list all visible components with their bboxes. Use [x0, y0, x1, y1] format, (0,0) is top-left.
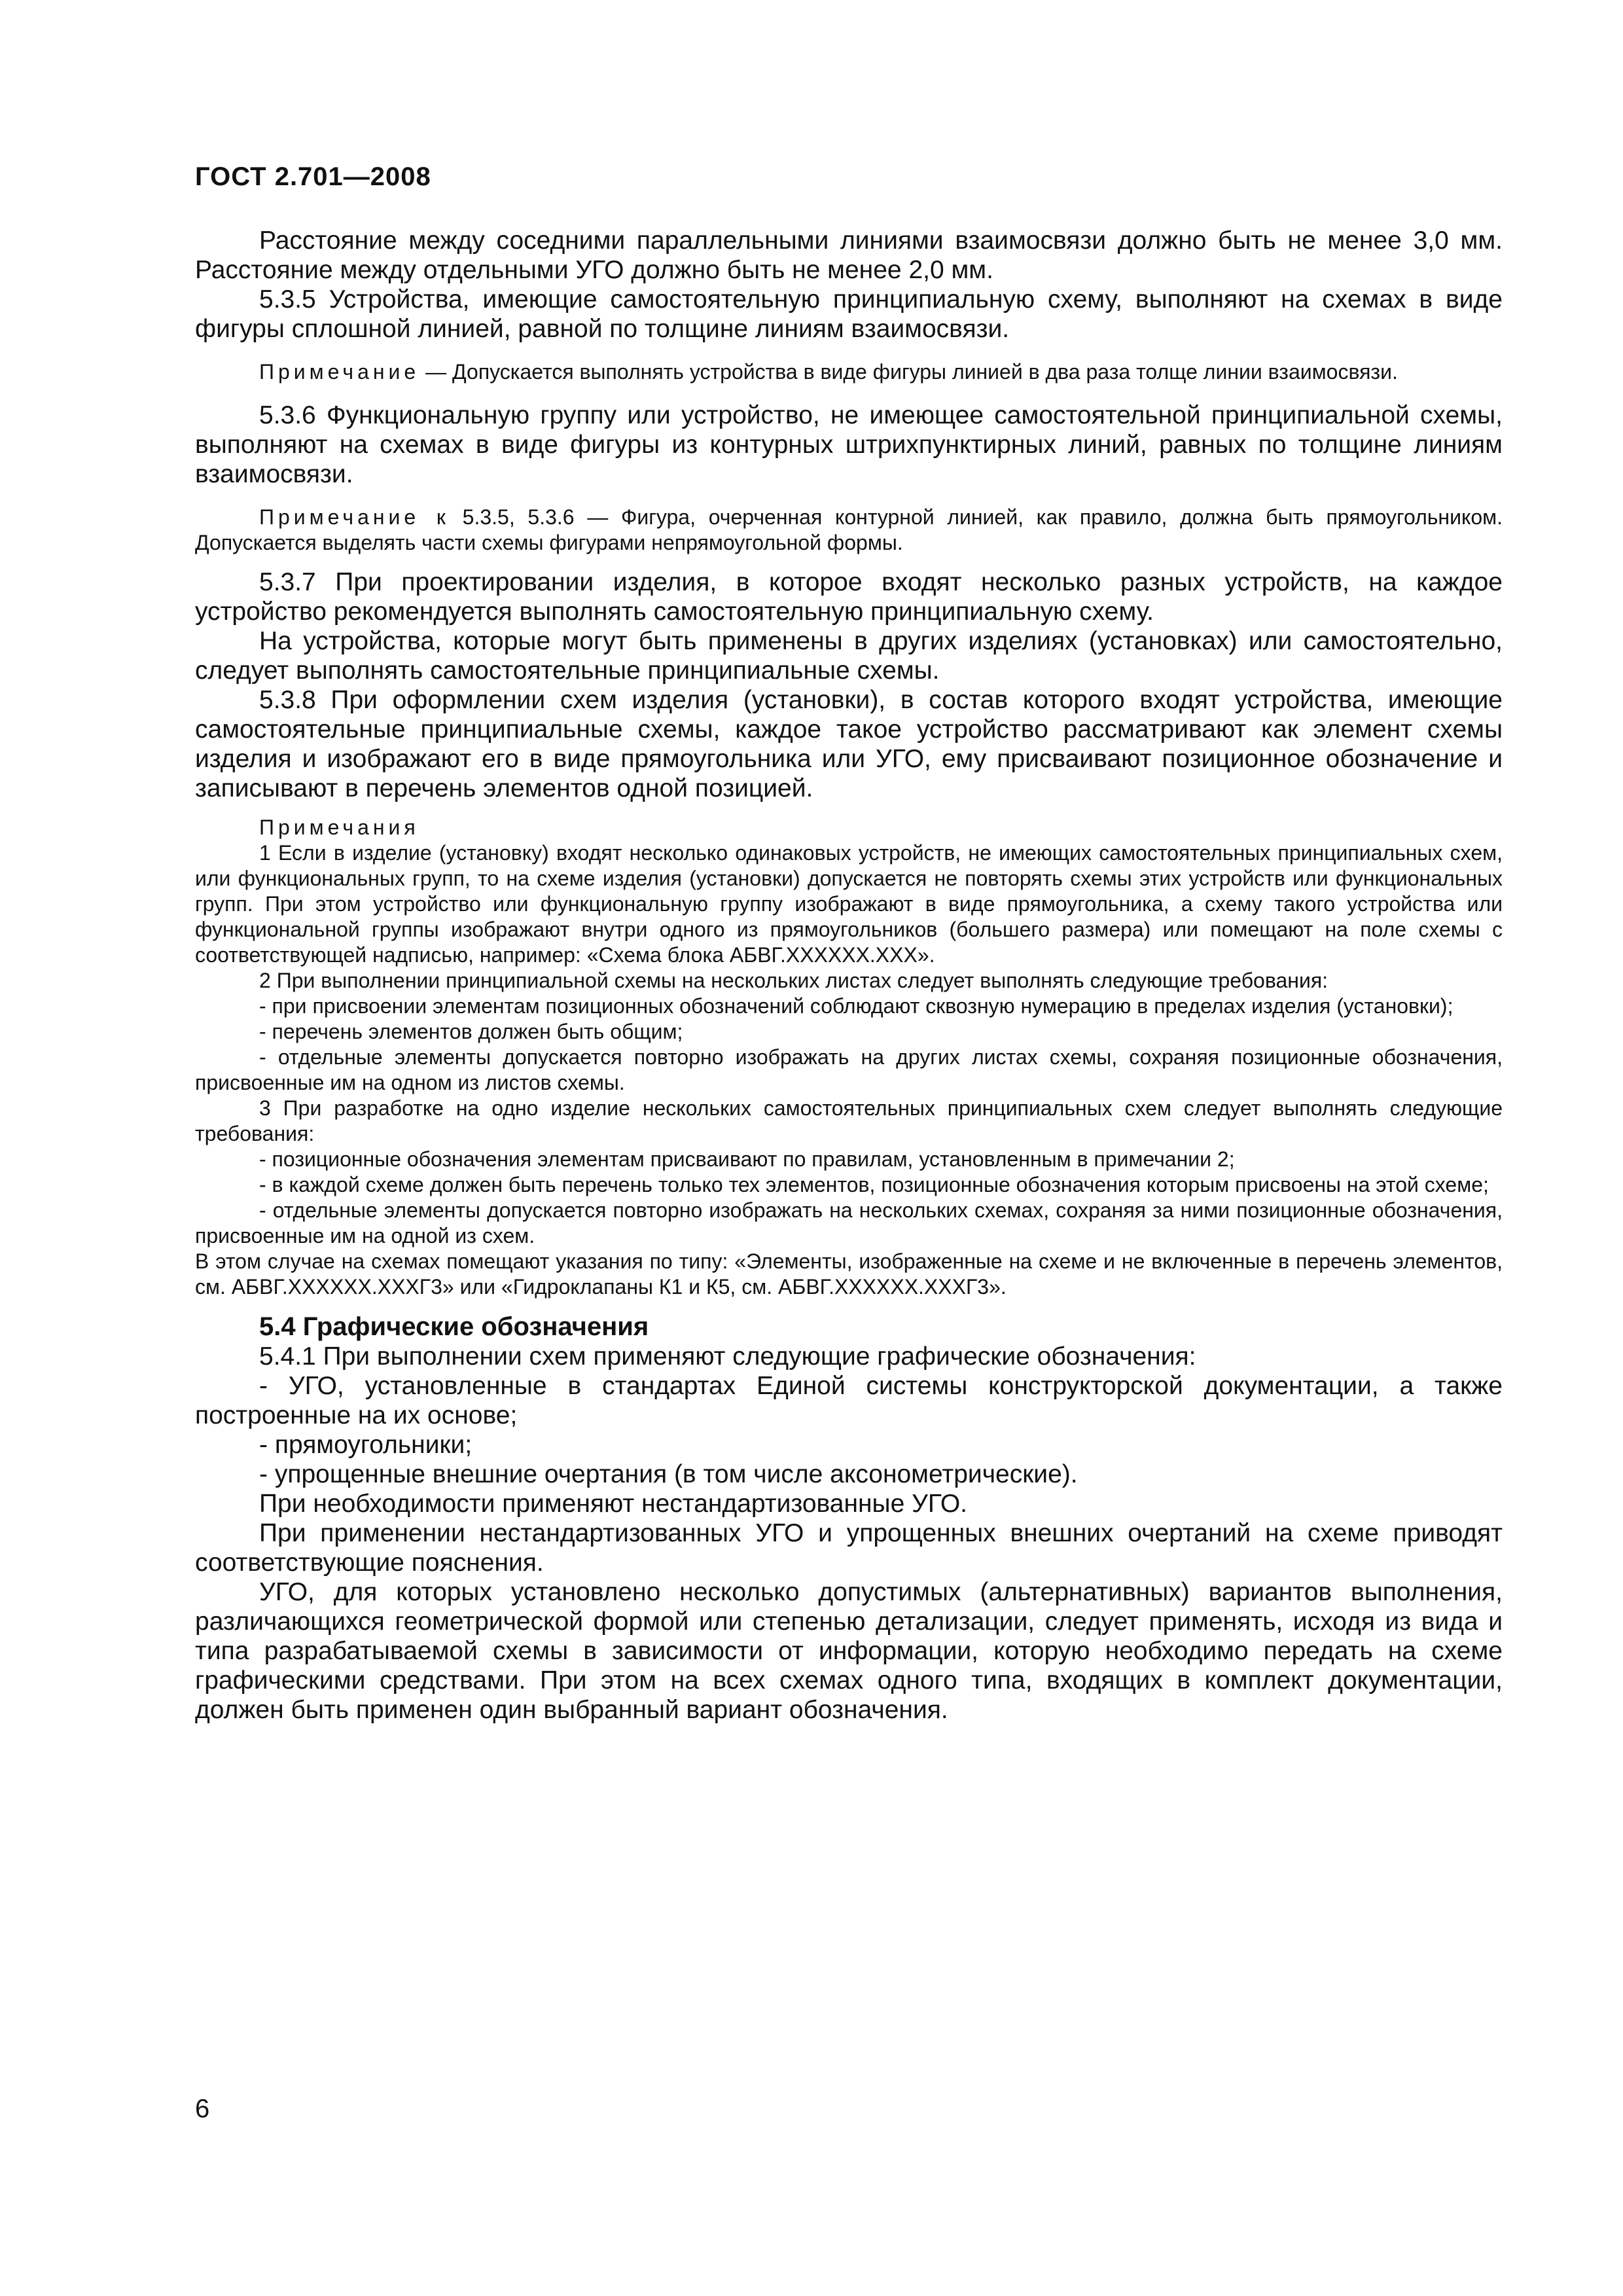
note-item-3b: - в каждой схеме должен быть перечень только тех элементов, позиционные обозначения которым присвоены на этой схеме;: [259, 1173, 1489, 1196]
document-body: [195, 226, 1503, 1725]
note-label: Примечание: [259, 360, 420, 384]
page-number: 6: [195, 2094, 210, 2123]
note-item-1: 1 Если в изделие (установку) входят несколько одинаковых устройств, не имеющих самостоятельных принципиальных схем, или функциональных групп, то на схеме изделия (установки) допускается не повторять схемы этих устройств или функциональных групп. При этом устройство или функциональную группу изображают в виде прямоугольника, а схему такого устройства или функциональной группы изображают внутри одного из прямоугольников (большего размера) или помещают на поле схемы с соответствующей надписью, например: «Схема блока АБВГ.XXXXXX.XXX».: [195, 841, 1503, 967]
paragraph-nonstandard: При необходимости применяют нестандартизованные УГО.: [259, 1490, 967, 1518]
note-label: Примечание к: [259, 505, 450, 529]
section-title-5-4: 5.4 Графические обозначения: [259, 1312, 649, 1341]
paragraph-explanations: При применении нестандартизованных УГО и упрощенных внешних очертаний на схеме приводят соответствующие пояснения.: [195, 1519, 1503, 1577]
list-item-outlines: - упрощенные внешние очертания (в том числе аксонометрические).: [259, 1460, 1078, 1488]
document-header: ГОСТ 2.701—2008: [195, 162, 431, 191]
paragraph-spacing: Расстояние между соседними параллельными линиями взаимосвязи должно быть не менее 3,0 мм. Расстояние между отдельными УГО должно быть не менее 2,0 мм.: [195, 226, 1503, 284]
note-item-2a: - при присвоении элементам позиционных обозначений соблюдают сквозную нумерацию в пределах изделия (установки);: [259, 994, 1454, 1018]
note-item-3d: В этом случае на схемах помещают указания по типу: «Элементы, изображенные на схеме и не включенные в перечень элементов, см. АБВГ.XXXXXX.XXXГ3» или «Гидроклапаны К1 и К5, см. АБВГ.XXXXXX.XXXГ3».: [195, 1249, 1503, 1299]
note-5-3-6: [195, 505, 1503, 556]
list-item-ugo: - УГО, установленные в стандартах Единой системы конструкторской документации, а также построенные на их основе;: [195, 1372, 1503, 1429]
note-item-3c: - отдельные элементы допускается повторно изображать на нескольких схемах, сохраняя за ними позиционные обозначения, присвоенные им на одной из схем.: [195, 1198, 1503, 1247]
note-item-2c: - отдельные элементы допускается повторно изображать на других листах схемы, сохраняя позиционные обозначения, присвоенные им на одном из листов схемы.: [195, 1045, 1503, 1094]
note-text: — Допускается выполнять устройства в виде фигуры линией в два раза толще линии взаимосвязи.: [419, 360, 1398, 384]
paragraph-5-3-8: 5.3.8 При оформлении схем изделия (установки), в состав которого входят устройства, имеющие самостоятельные принципиальные схемы, каждое такое устройство рассматривают как элемент схемы изделия и изображают его в виде прямоугольника или УГО, ему присваивают позиционное обозначение и записывают в перечень элементов одной позицией.: [195, 686, 1503, 802]
note-item-3a: - позиционные обозначения элементам присваивают по правилам, установленным в примечании 2;: [259, 1147, 1235, 1171]
note-text: 5.3.5, 5.3.6 — Фигура, очерченная контурной линией, как правило, должна быть прямоугольником. Допускается выделять части схемы фигурами непрямоугольной формы.: [195, 505, 1503, 554]
notes-title: Примечания: [259, 816, 419, 839]
note-item-2: 2 При выполнении принципиальной схемы на нескольких листах следует выполнять следующие требования:: [259, 969, 1329, 992]
paragraph-5-4-1: 5.4.1 При выполнении схем применяют следующие графические обозначения:: [259, 1342, 1196, 1371]
paragraph-5-3-7: 5.3.7 При проектировании изделия, в которое входят несколько разных устройств, на каждое устройство рекомендуется выполнять самостоятельную принципиальную схему.: [195, 568, 1503, 626]
note-5-3-5: [195, 359, 1503, 385]
paragraph-alternatives: УГО, для которых установлено несколько допустимых (альтернативных) вариантов выполнения, различающихся геометрической формой или степенью детализации, следует применять, исходя из вида и типа разрабатываемой схемы в зависимости от информации, которую необходимо передать на схеме графическими средствами. При этом на всех схемах одного типа, входящих в комплект документации, должен быть применен один выбранный вариант обозначения.: [195, 1578, 1503, 1724]
list-item-rectangles: - прямоугольники;: [259, 1431, 473, 1459]
paragraph-5-3-6: 5.3.6 Функциональную группу или устройство, не имеющее самостоятельной принципиальной схемы, выполняют на схемах в виде фигуры из контурных штрихпунктирных линий, равных по толщине линиям взаимосвязи.: [195, 401, 1503, 488]
note-item-3: 3 При разработке на одно изделие нескольких самостоятельных принципиальных схем следует выполнять следующие требования:: [195, 1096, 1503, 1145]
note-item-2b: - перечень элементов должен быть общим;: [259, 1020, 683, 1043]
paragraph-5-3-7-cont: На устройства, которые могут быть применены в других изделиях (установках) или самостоятельно, следует выполнять самостоятельные принципиальные схемы.: [195, 627, 1503, 685]
paragraph-5-3-5: 5.3.5 Устройства, имеющие самостоятельную принципиальную схему, выполняют на схемах в виде фигуры сплошной линией, равной по толщине линиям взаимосвязи.: [195, 285, 1503, 343]
